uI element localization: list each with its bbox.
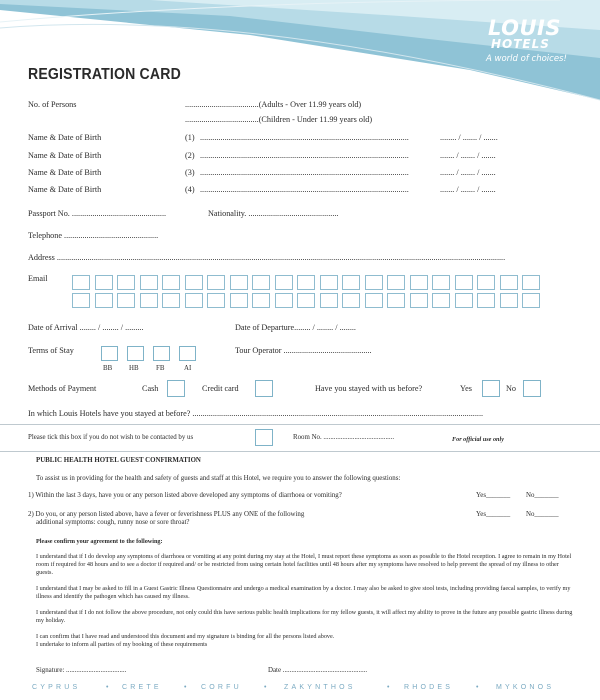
email-char-box[interactable]: [72, 275, 90, 290]
terms-fb-checkbox[interactable]: [153, 346, 170, 361]
email-char-box[interactable]: [522, 275, 540, 290]
footer-destination: ZAKYNTHOS: [284, 684, 356, 691]
email-label: Email: [28, 274, 48, 283]
footer-separator: •: [264, 684, 267, 691]
previous-hotels-field[interactable]: In which Louis Hotels have you stayed at before? ..............................................................................................................................................: [28, 409, 484, 418]
email-char-box[interactable]: [297, 275, 315, 290]
sign-date-field[interactable]: Date .................................................: [268, 667, 368, 674]
page-title: REGISTRATION CARD: [28, 66, 181, 83]
divider-top: [0, 424, 600, 425]
email-char-box[interactable]: [252, 275, 270, 290]
email-char-box[interactable]: [410, 275, 428, 290]
email-char-box[interactable]: [365, 275, 383, 290]
email-char-box[interactable]: [162, 293, 180, 308]
arrival-date-field[interactable]: Date of Arrival ........ / ........ / .........: [28, 323, 144, 332]
adults-field[interactable]: ....................................(Adults - Over 11.99 years old): [185, 100, 362, 109]
guest-1-dob-field[interactable]: ........ / ....... / .......: [440, 133, 498, 142]
brand-logo: [488, 18, 561, 51]
confirm-paragraph-2: I understand that I may be asked to fill in a Guest Gastric Illness Questionnaire and undergo a medical examination by a doctor. I may also be asked to give stool tests, including providing faecal samples, to verify my illness and identify the pathogen which has caused my illness.: [36, 585, 571, 600]
email-char-box[interactable]: [72, 293, 90, 308]
email-char-box[interactable]: [230, 293, 248, 308]
brand-tagline: A world of choices!: [486, 54, 567, 64]
email-char-box[interactable]: [455, 293, 473, 308]
guest-4-dob-field[interactable]: ....... / ....... / .......: [440, 185, 496, 194]
guest-2-dob-field[interactable]: ....... / ....... / .......: [440, 151, 496, 160]
tour-operator-field[interactable]: Tour Operator ...........................................: [235, 346, 372, 355]
email-char-box[interactable]: [455, 275, 473, 290]
email-char-box[interactable]: [95, 293, 113, 308]
terms-bb-checkbox[interactable]: [101, 346, 118, 361]
terms-hb-checkbox[interactable]: [127, 346, 144, 361]
email-char-box[interactable]: [207, 275, 225, 290]
payment-label: Methods of Payment: [28, 384, 97, 393]
brand-name-line1: LOUIS: [488, 16, 561, 40]
email-char-box[interactable]: [230, 275, 248, 290]
health-intro: To assist us in providing for the health and safety of guests and staff at this Hotel, we require you to answer the following questions:: [36, 475, 401, 482]
email-char-box[interactable]: [432, 293, 450, 308]
signature-field[interactable]: Signature: ...................................: [36, 667, 127, 674]
confirm-paragraph-1: I understand that if I do develop any symptoms of diarrhoea or vomiting at any point during my stay at the Hotel, I must report these symptoms as soon as possible to the Hotel reception. I agree to remain in my Hotel room if required for 48 hours and to see a doctor if required and/ or be restricted from using certain hotel facilities until 48 hours after my symptoms have resolved to help prevent the spread of my illness to other guests.: [36, 553, 572, 576]
guest-4-name-field[interactable]: ......................................................................................................: [200, 185, 409, 194]
footer-separator: •: [387, 684, 390, 691]
footer-destination: MYKONOS: [496, 684, 555, 691]
payment-credit-label: Credit card: [202, 384, 239, 393]
contact-optout-label: Please tick this box if you do not wish to be contacted by us: [28, 434, 194, 441]
health-question-1: 1) Within the last 3 days, have you or any person listed above developed any symptoms of diarrhoea or vomiting?: [28, 492, 342, 499]
brand-name-line2: HOTELS: [491, 37, 550, 51]
email-char-box[interactable]: [185, 275, 203, 290]
q2-no-field[interactable]: No_______: [526, 511, 559, 518]
passport-field[interactable]: Passport No. ..............................................: [28, 209, 167, 218]
email-char-box[interactable]: [500, 275, 518, 290]
email-boxes[interactable]: [72, 275, 542, 309]
departure-date-field[interactable]: Date of Departure........ / ........ / ........: [235, 323, 356, 332]
stayed-before-question: Have you stayed with us before?: [315, 384, 423, 393]
email-char-box[interactable]: [387, 275, 405, 290]
guest-4-label: Name & Date of Birth: [28, 185, 102, 194]
guest-3-name-field[interactable]: ......................................................................................................: [200, 168, 409, 177]
email-char-box[interactable]: [365, 293, 383, 308]
q1-no-field[interactable]: No_______: [526, 492, 559, 499]
health-heading: PUBLIC HEALTH HOTEL GUEST CONFIRMATION: [36, 457, 201, 464]
payment-cash-checkbox[interactable]: [167, 380, 185, 397]
email-char-box[interactable]: [207, 293, 225, 308]
q2-yes-field[interactable]: Yes_______: [476, 511, 511, 518]
nationality-field[interactable]: Nationality. ............................................: [208, 209, 339, 218]
email-char-box[interactable]: [410, 293, 428, 308]
address-field[interactable]: Address ...........................................................................................................................................................................................................................: [28, 253, 506, 262]
email-char-box[interactable]: [477, 293, 495, 308]
footer-destination: CYPRUS: [32, 684, 81, 691]
email-char-box[interactable]: [162, 275, 180, 290]
email-char-box[interactable]: [522, 293, 540, 308]
email-char-box[interactable]: [117, 293, 135, 308]
email-char-box[interactable]: [275, 275, 293, 290]
email-char-box[interactable]: [117, 275, 135, 290]
footer-separator: •: [184, 684, 187, 691]
guest-3-number: (3): [185, 168, 195, 177]
room-number-field[interactable]: Room No. .........................................: [293, 434, 395, 441]
q1-yes-field[interactable]: Yes_______: [476, 492, 511, 499]
email-char-box[interactable]: [500, 293, 518, 308]
email-char-box[interactable]: [477, 275, 495, 290]
email-char-box[interactable]: [342, 293, 360, 308]
stayed-no-label: No: [506, 384, 517, 393]
email-char-box[interactable]: [387, 293, 405, 308]
confirm-paragraph-4b: I undertake to inform all parties of my booking of these requirements: [36, 641, 208, 648]
guest-1-name-field[interactable]: ......................................................................................................: [200, 133, 409, 142]
terms-ai-label: AI: [184, 365, 192, 372]
guest-2-name-field[interactable]: ......................................................................................................: [200, 151, 409, 160]
terms-fb-label: FB: [156, 365, 165, 372]
guest-1-number: (1): [185, 133, 195, 142]
email-char-box[interactable]: [342, 275, 360, 290]
payment-credit-checkbox[interactable]: [255, 380, 273, 397]
health-question-2-line2: additional symptoms: cough, runny nose or sore throat?: [36, 519, 190, 526]
stayed-no-checkbox[interactable]: [523, 380, 541, 397]
terms-bb-label: BB: [103, 365, 113, 372]
guest-3-label: Name & Date of Birth: [28, 168, 102, 177]
contact-optout-checkbox[interactable]: [255, 429, 273, 446]
footer-separator: •: [106, 684, 109, 691]
stayed-yes-label: Yes: [460, 384, 472, 393]
guest-4-number: (4): [185, 185, 195, 194]
persons-label: No. of Persons: [28, 100, 77, 109]
email-char-box[interactable]: [140, 275, 158, 290]
stayed-yes-checkbox[interactable]: [482, 380, 500, 397]
children-field[interactable]: ....................................(Children - Under 11.99 years old): [185, 115, 373, 124]
guest-2-label: Name & Date of Birth: [28, 151, 102, 160]
email-char-box[interactable]: [252, 293, 270, 308]
footer-destination: RHODES: [404, 684, 454, 691]
email-char-box[interactable]: [320, 275, 338, 290]
terms-hb-label: HB: [129, 365, 139, 372]
guest-3-dob-field[interactable]: ....... / ....... / .......: [440, 168, 496, 177]
official-use-note: For official use only: [452, 436, 504, 443]
divider-bottom: [0, 451, 600, 452]
confirm-heading: Please confirm your agreement to the following:: [36, 538, 163, 545]
payment-cash-label: Cash: [142, 384, 159, 393]
confirm-paragraph-3: I understand that if I do not follow the above procedure, not only could this have serious public health implications for my fellow guests, it will affect my ability to prove in the future any possible gastric illness during my holiday.: [36, 609, 573, 624]
confirm-paragraph-4a: I can confirm that I have read and understood this document and my signature is binding for all the persons listed above.: [36, 633, 335, 640]
email-char-box[interactable]: [432, 275, 450, 290]
health-question-2-line1: 2) Do you, or any person listed above, have a fever or feverishness PLUS any ONE of the following: [28, 511, 305, 518]
email-char-box[interactable]: [95, 275, 113, 290]
email-char-box[interactable]: [140, 293, 158, 308]
footer-destination: CRETE: [122, 684, 162, 691]
footer-separator: •: [476, 684, 479, 691]
guest-1-label: Name & Date of Birth: [28, 133, 102, 142]
guest-2-number: (2): [185, 151, 195, 160]
email-char-box[interactable]: [185, 293, 203, 308]
terms-ai-checkbox[interactable]: [179, 346, 196, 361]
email-char-box[interactable]: [275, 293, 293, 308]
email-char-box[interactable]: [320, 293, 338, 308]
email-char-box[interactable]: [297, 293, 315, 308]
terms-label: Terms of Stay: [28, 346, 74, 355]
telephone-field[interactable]: Telephone ..............................................: [28, 231, 159, 240]
footer-destination: CORFU: [201, 684, 242, 691]
